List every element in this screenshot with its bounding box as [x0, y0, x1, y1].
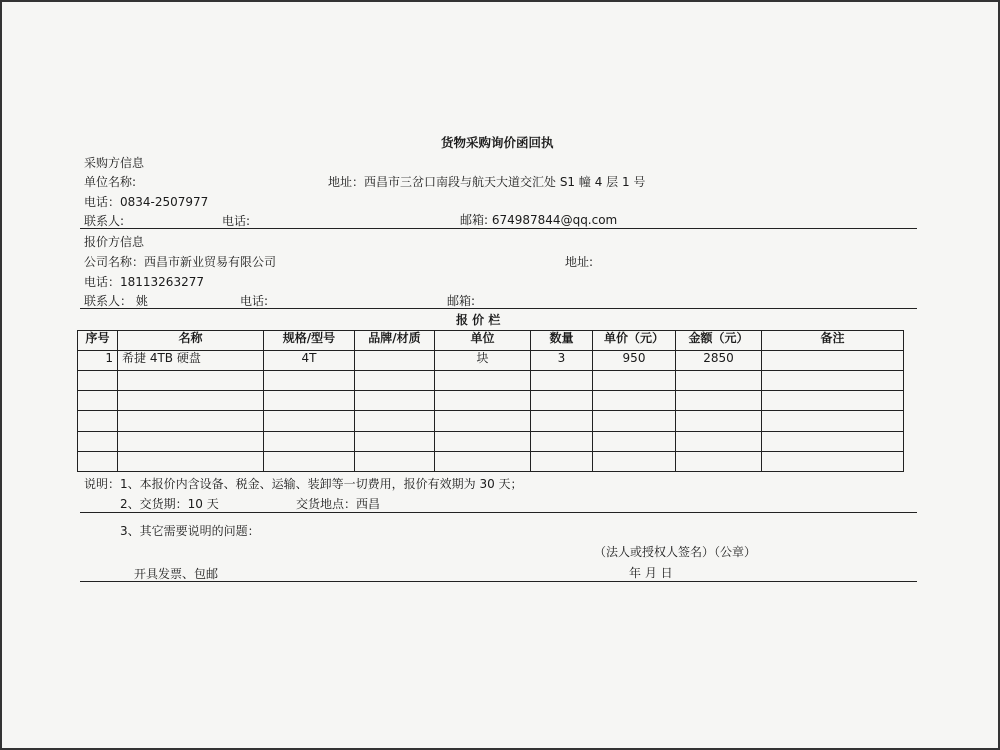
empty-cell: [264, 451, 355, 471]
cell-index: 1: [78, 351, 118, 371]
empty-cell: [118, 391, 264, 411]
empty-cell: [264, 371, 355, 391]
empty-cell: [531, 371, 593, 391]
empty-cell: [118, 371, 264, 391]
empty-cell: [762, 371, 904, 391]
table-row: [78, 431, 904, 451]
empty-cell: [676, 411, 762, 431]
col-header-remarks: 备注: [762, 331, 904, 351]
table-row: [78, 391, 904, 411]
empty-cell: [531, 411, 593, 431]
empty-cell: [355, 431, 435, 451]
note-delivery-place: 交货地点：西昌: [296, 497, 381, 511]
empty-cell: [264, 391, 355, 411]
empty-cell: [355, 411, 435, 431]
document-title: 货物采购询价函回执: [441, 135, 554, 150]
table-row: [78, 451, 904, 471]
empty-cell: [355, 371, 435, 391]
empty-cell: [435, 371, 531, 391]
empty-cell: [78, 371, 118, 391]
empty-cell: [118, 431, 264, 451]
note-line-3: 3、其它需要说明的问题：: [120, 524, 260, 538]
buyer-phone: 电话：0834-2507977: [84, 195, 209, 209]
col-header-amount: 金额（元）: [676, 331, 762, 351]
table-header-row: [78, 331, 904, 351]
empty-cell: [78, 431, 118, 451]
empty-cell: [762, 451, 904, 471]
empty-cell: [78, 411, 118, 431]
table-row: [78, 371, 904, 391]
col-header-index: 序号: [78, 331, 118, 351]
cell-qty: 3: [531, 351, 593, 371]
empty-cell: [593, 411, 676, 431]
quoter-email-label: 邮箱:: [447, 294, 476, 308]
cell-unit-price: 950: [593, 351, 676, 371]
quote-table: [77, 330, 904, 472]
empty-cell: [435, 391, 531, 411]
invoice-note: 开具发票、包邮: [134, 567, 219, 581]
empty-cell: [118, 451, 264, 471]
empty-cell: [435, 431, 531, 451]
quoter-phone: 电话：18113263277: [84, 275, 204, 289]
col-header-name: 名称: [118, 331, 264, 351]
empty-cell: [676, 371, 762, 391]
empty-cell: [676, 451, 762, 471]
buyer-section-heading: 采购方信息: [84, 156, 145, 170]
quoter-section-heading: 报价方信息: [84, 235, 145, 249]
divider-line: [80, 228, 917, 229]
buyer-unit-label: 单位名称:: [84, 175, 137, 189]
col-header-spec: 规格/型号: [264, 331, 355, 351]
empty-cell: [676, 431, 762, 451]
date-line: 年 月 日: [629, 566, 673, 580]
empty-cell: [593, 451, 676, 471]
cell-name: 希捷 4TB 硬盘: [118, 351, 264, 371]
empty-cell: [762, 391, 904, 411]
buyer-contact-label: 联系人:: [84, 214, 125, 228]
divider-line: [80, 308, 917, 309]
buyer-address: 地址：西昌市三岔口南段与航天大道交汇处 S1 幢 4 层 1 号: [328, 175, 646, 189]
empty-cell: [762, 411, 904, 431]
cell-unit: 块: [435, 351, 531, 371]
divider-line: [80, 581, 917, 582]
empty-cell: [762, 431, 904, 451]
empty-cell: [676, 391, 762, 411]
empty-cell: [531, 391, 593, 411]
signature-label: （法人或授权人签名）（公章）: [594, 545, 757, 559]
buyer-tel-label: 电话:: [222, 214, 251, 228]
col-header-qty: 数量: [531, 331, 593, 351]
col-header-unit-price: 单价（元）: [593, 331, 676, 351]
empty-cell: [264, 411, 355, 431]
divider-line: [80, 512, 917, 513]
table-row: [78, 411, 904, 431]
note-line-1: 说明：1、本报价内含设备、税金、运输、装卸等一切费用，报价有效期为 30 天；: [84, 477, 523, 491]
empty-cell: [531, 451, 593, 471]
cell-amount: 2850: [676, 351, 762, 371]
note-line-2: 2、交货期：10 天: [120, 497, 219, 511]
cell-remarks: [762, 351, 904, 371]
empty-cell: [593, 431, 676, 451]
empty-cell: [355, 451, 435, 471]
empty-cell: [593, 391, 676, 411]
empty-cell: [435, 411, 531, 431]
col-header-unit: 单位: [435, 331, 531, 351]
col-header-brand: 品牌/材质: [355, 331, 435, 351]
empty-cell: [435, 451, 531, 471]
empty-cell: [118, 411, 264, 431]
quote-heading: 报 价 栏: [456, 313, 501, 327]
empty-cell: [264, 431, 355, 451]
quoter-tel-label: 电话:: [240, 294, 269, 308]
quoter-company: 公司名称：西昌市新业贸易有限公司: [84, 255, 277, 269]
empty-cell: [78, 391, 118, 411]
buyer-email: 邮箱: 674987844@qq.com: [460, 213, 618, 227]
quoter-address-label: 地址:: [565, 255, 594, 269]
cell-spec: 4T: [264, 351, 355, 371]
empty-cell: [78, 451, 118, 471]
empty-cell: [593, 371, 676, 391]
empty-cell: [355, 391, 435, 411]
table-row: [78, 351, 904, 371]
empty-cell: [531, 431, 593, 451]
quoter-contact: 联系人： 姚: [84, 294, 148, 308]
cell-brand: [355, 351, 435, 371]
